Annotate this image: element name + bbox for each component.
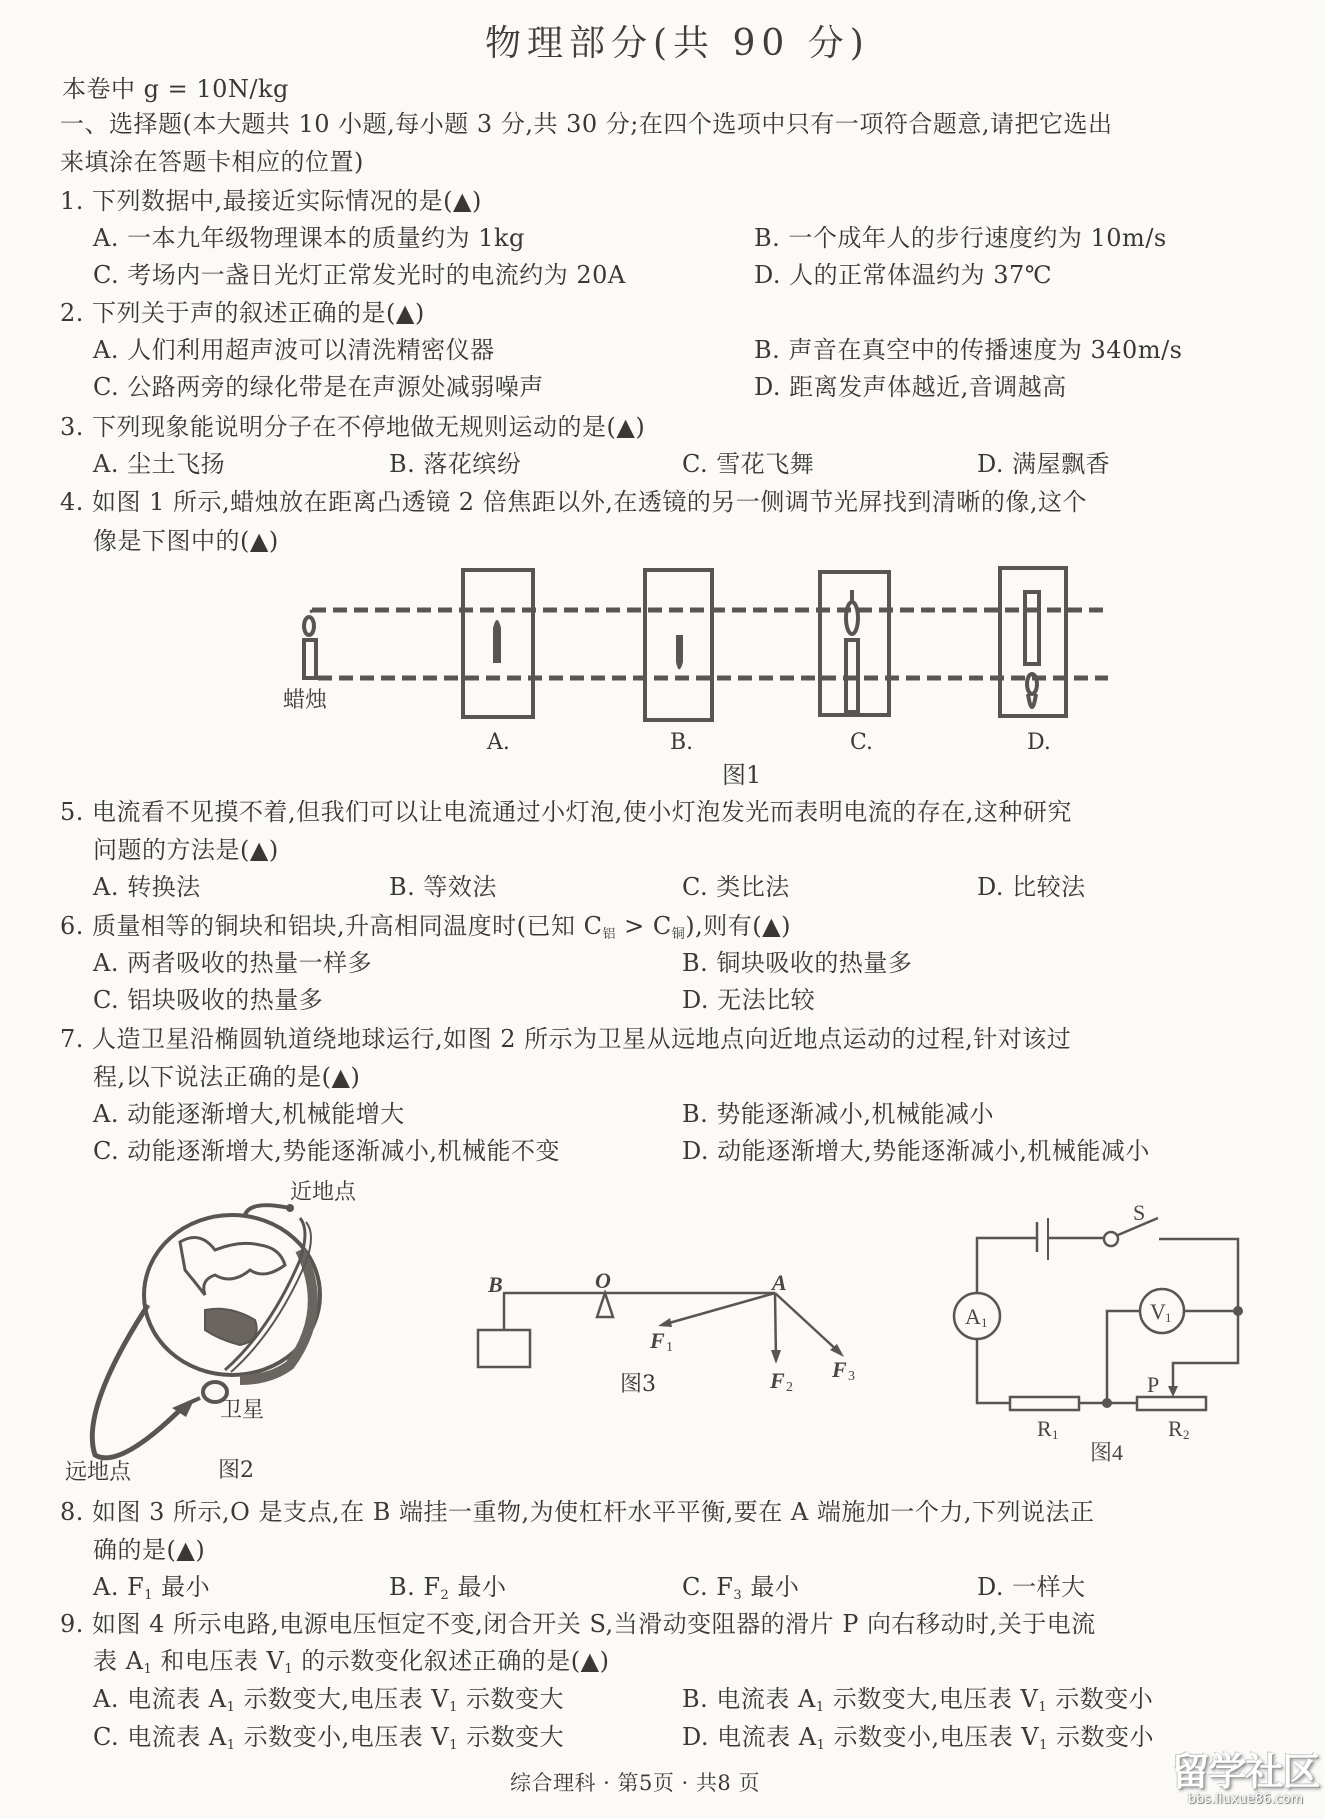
stem-subscript: 1 <box>284 1662 294 1677</box>
question-stem-cont: 问题的方法是(▲) <box>93 836 279 864</box>
apogee-label: 远地点 <box>65 1460 132 1485</box>
ammeter-subscript: 1 <box>981 1315 988 1330</box>
option-text: A. 电流表 A <box>93 1685 227 1713</box>
option-d: D. 人的正常体温约为 37℃ <box>754 261 1053 289</box>
question-stem: 8. 如图 3 所示,O 是支点,在 B 端挂一重物,为使杠杆水平平衡,要在 A 端施加一个力,下列说法正 <box>60 1498 1095 1526</box>
figure-4-caption: 图4 <box>1090 1440 1124 1465</box>
option-subscript: 1 <box>226 1738 236 1753</box>
option-text: B. F <box>389 1573 441 1601</box>
option-d: D. 比较法 <box>977 873 1086 901</box>
option-subscript: 1 <box>1038 1700 1048 1715</box>
perigee-label: 近地点 <box>290 1180 357 1205</box>
option-c: C. 铝块吸收的热量多 <box>93 986 324 1014</box>
voltmeter-subscript: 1 <box>1165 1310 1172 1325</box>
figure-1-choice-c: C. <box>850 730 874 755</box>
section-instruction-line1: 一、选择题(本大题共 10 小题,每小题 3 分,共 30 分;在四个选项中只有一项符合题意,请把它选出 <box>60 110 1113 138</box>
option-a <box>93 1684 564 1723</box>
ammeter-label: A <box>965 1304 981 1329</box>
option-a: A. 尘土飞扬 <box>93 450 226 478</box>
force-f1-subscript: 1 <box>666 1340 673 1355</box>
page-footer: 综合理科 · 第5页 · 共8 页 <box>510 1771 760 1795</box>
option-c <box>682 1572 799 1611</box>
page-title: 物理部分(共 90 分) <box>485 23 870 64</box>
force-f3-label: F <box>832 1357 847 1382</box>
option-a: A. 一本九年级物理课本的质量约为 1kg <box>93 224 525 252</box>
option-a: A. 人们利用超声波可以清洗精密仪器 <box>93 336 495 364</box>
voltmeter-label: V <box>1150 1299 1166 1324</box>
figure-3-lever <box>450 1240 900 1420</box>
stem-text: 6. 质量相等的铜块和铝块,升高相同温度时(已知 C <box>60 912 603 940</box>
subscript-copper: 铜 <box>671 927 686 942</box>
watermark-url: bbs.liuxue86.com <box>1187 1792 1304 1807</box>
question-stem-cont: 像是下图中的(▲) <box>93 527 279 555</box>
switch-label: S <box>1133 1200 1146 1225</box>
option-a: A. 动能逐渐增大,机械能增大 <box>93 1100 405 1128</box>
option-a: A. 转换法 <box>93 873 201 901</box>
option-text: 示数变大 <box>457 1685 564 1713</box>
point-b-label: B <box>488 1272 503 1297</box>
option-text: 示数变小 <box>1047 1685 1154 1713</box>
force-f2-label: F <box>770 1368 785 1393</box>
question-stem: 5. 电流看不见摸不着,但我们可以让电流通过小灯泡,使小灯泡发光而表明电流的存在,这种研究 <box>60 798 1072 826</box>
subscript-aluminum: 铝 <box>602 927 617 942</box>
question-stem: 3. 下列现象能说明分子在不停地做无规则运动的是(▲) <box>60 413 646 441</box>
option-c <box>93 1722 564 1761</box>
option-d <box>682 1722 1154 1761</box>
option-subscript: 1 <box>226 1700 236 1715</box>
option-text: 示数变大 <box>458 1723 565 1751</box>
stem-text: > C <box>616 912 672 940</box>
option-subscript: 1 <box>815 1700 825 1715</box>
option-d: D. 动能逐渐增大,势能逐渐减小,机械能减小 <box>682 1137 1150 1165</box>
question-stem: 4. 如图 1 所示,蜡烛放在距离凸透镜 2 倍焦距以外,在透镜的另一侧调节光屏找到清晰的像,这个 <box>60 488 1087 516</box>
figure-1-choice-b: B. <box>670 730 694 755</box>
resistor-r1-label: R <box>1037 1416 1052 1441</box>
question-stem: 7. 人造卫星沿椭圆轨道绕地球运行,如图 2 所示为卫星从远地点向近地点运动的过程,针对该过 <box>60 1025 1072 1053</box>
option-text: C. 电流表 A <box>93 1723 227 1751</box>
option-b: B. 等效法 <box>389 873 497 901</box>
option-c: C. 考场内一盏日光灯正常发光时的电流约为 20A <box>93 261 626 289</box>
force-f2-subscript: 2 <box>786 1380 793 1395</box>
option-text: C. F <box>682 1573 734 1601</box>
option-b <box>389 1572 506 1611</box>
option-subscript: 1 <box>1039 1738 1048 1753</box>
option-text: 示数变大,电压表 V <box>824 1685 1039 1713</box>
option-b: B. 一个成年人的步行速度约为 10m/s <box>754 224 1167 252</box>
question-stem: 2. 下列关于声的叙述正确的是(▲) <box>60 299 425 327</box>
question-stem: 9. 如图 4 所示电路,电源电压恒定不变,闭合开关 S,当滑动变阻器的滑片 P 向右移动时,关于电流 <box>60 1610 1096 1638</box>
slider-p-label: P <box>1147 1372 1160 1397</box>
resistor-r1-subscript: 1 <box>1052 1427 1059 1442</box>
option-b <box>682 1684 1153 1723</box>
option-text: 示数变小,电压表 V <box>825 1723 1040 1751</box>
stem-text: 和电压表 V <box>152 1647 285 1675</box>
option-c: C. 公路两旁的绿化带是在声源处减弱噪声 <box>93 373 544 401</box>
option-subscript: 1 <box>449 1738 459 1753</box>
gravity-note: 本卷中 g = 10N/kg <box>62 75 289 103</box>
option-text: 示数变大,电压表 V <box>235 1685 450 1713</box>
question-stem <box>60 911 791 950</box>
force-f1-label: F <box>650 1328 665 1353</box>
stem-text: 的示数变化叙述正确的是(▲) <box>293 1647 610 1675</box>
option-d: D. 满屋飘香 <box>977 450 1111 478</box>
stem-text: 表 A <box>93 1647 144 1675</box>
candle-label: 蜡烛 <box>283 688 328 713</box>
figure-1-lens-images <box>0 0 1325 800</box>
option-text: D. 电流表 A <box>682 1723 817 1751</box>
option-d: D. 无法比较 <box>682 986 816 1014</box>
option-a: A. 两者吸收的热量一样多 <box>93 949 373 977</box>
option-text: B. 电流表 A <box>682 1685 816 1713</box>
option-subscript: 1 <box>816 1738 826 1753</box>
point-a-label: A <box>772 1270 787 1295</box>
option-subscript: 3 <box>733 1588 743 1603</box>
option-text: 示数变小,电压表 V <box>235 1723 450 1751</box>
figure-1-choice-d: D. <box>1027 730 1051 755</box>
figure-3-caption: 图3 <box>620 1372 656 1397</box>
option-b: B. 势能逐渐减小,机械能减小 <box>682 1100 995 1128</box>
watermark <box>1168 1752 1323 1808</box>
option-subscript: 1 <box>449 1700 458 1715</box>
section-instruction-line2: 来填涂在答题卡相应的位置) <box>60 148 364 176</box>
option-b: B. 铜块吸收的热量多 <box>682 949 913 977</box>
question-stem: 1. 下列数据中,最接近实际情况的是(▲) <box>60 187 482 215</box>
option-text: 示数变小 <box>1047 1723 1155 1751</box>
option-c: C. 动能逐渐增大,势能逐渐减小,机械能不变 <box>93 1137 561 1165</box>
force-f3-subscript: 3 <box>848 1369 855 1384</box>
option-text: 最小 <box>153 1573 211 1601</box>
satellite-label: 卫星 <box>220 1398 265 1423</box>
figure-1-caption: 图1 <box>722 761 762 789</box>
option-d: D. 距离发声体越近,音调越高 <box>754 373 1067 401</box>
figure-1-choice-a: A. <box>487 730 510 755</box>
option-subscript: 1 <box>144 1588 154 1603</box>
resistor-r2-subscript: 2 <box>1183 1427 1190 1442</box>
option-c: C. 雪花飞舞 <box>682 450 815 478</box>
question-stem-cont: 确的是(▲) <box>93 1536 206 1564</box>
fulcrum-o-label: O <box>595 1268 611 1293</box>
figure-2-satellite-orbit <box>0 1170 460 1500</box>
stem-text: ),则有(▲) <box>685 912 791 940</box>
option-subscript: 2 <box>440 1588 450 1603</box>
question-stem-cont: 程,以下说法正确的是(▲) <box>93 1063 361 1091</box>
stem-subscript: 1 <box>143 1662 153 1677</box>
watermark-brand: 留学社区 <box>1171 1750 1320 1794</box>
option-text: 最小 <box>449 1573 507 1601</box>
question-stem-cont <box>93 1646 609 1685</box>
option-b: B. 声音在真空中的传播速度为 340m/s <box>754 336 1183 364</box>
option-b: B. 落花缤纷 <box>389 450 522 478</box>
figure-2-caption: 图2 <box>218 1458 254 1483</box>
resistor-r2-label: R <box>1168 1416 1183 1441</box>
option-a <box>93 1572 210 1611</box>
figure-4-circuit <box>940 1180 1260 1490</box>
option-text: 最小 <box>742 1573 800 1601</box>
option-d: D. 一样大 <box>977 1573 1086 1601</box>
option-c: C. 类比法 <box>682 873 790 901</box>
option-text: A. F <box>93 1573 145 1601</box>
